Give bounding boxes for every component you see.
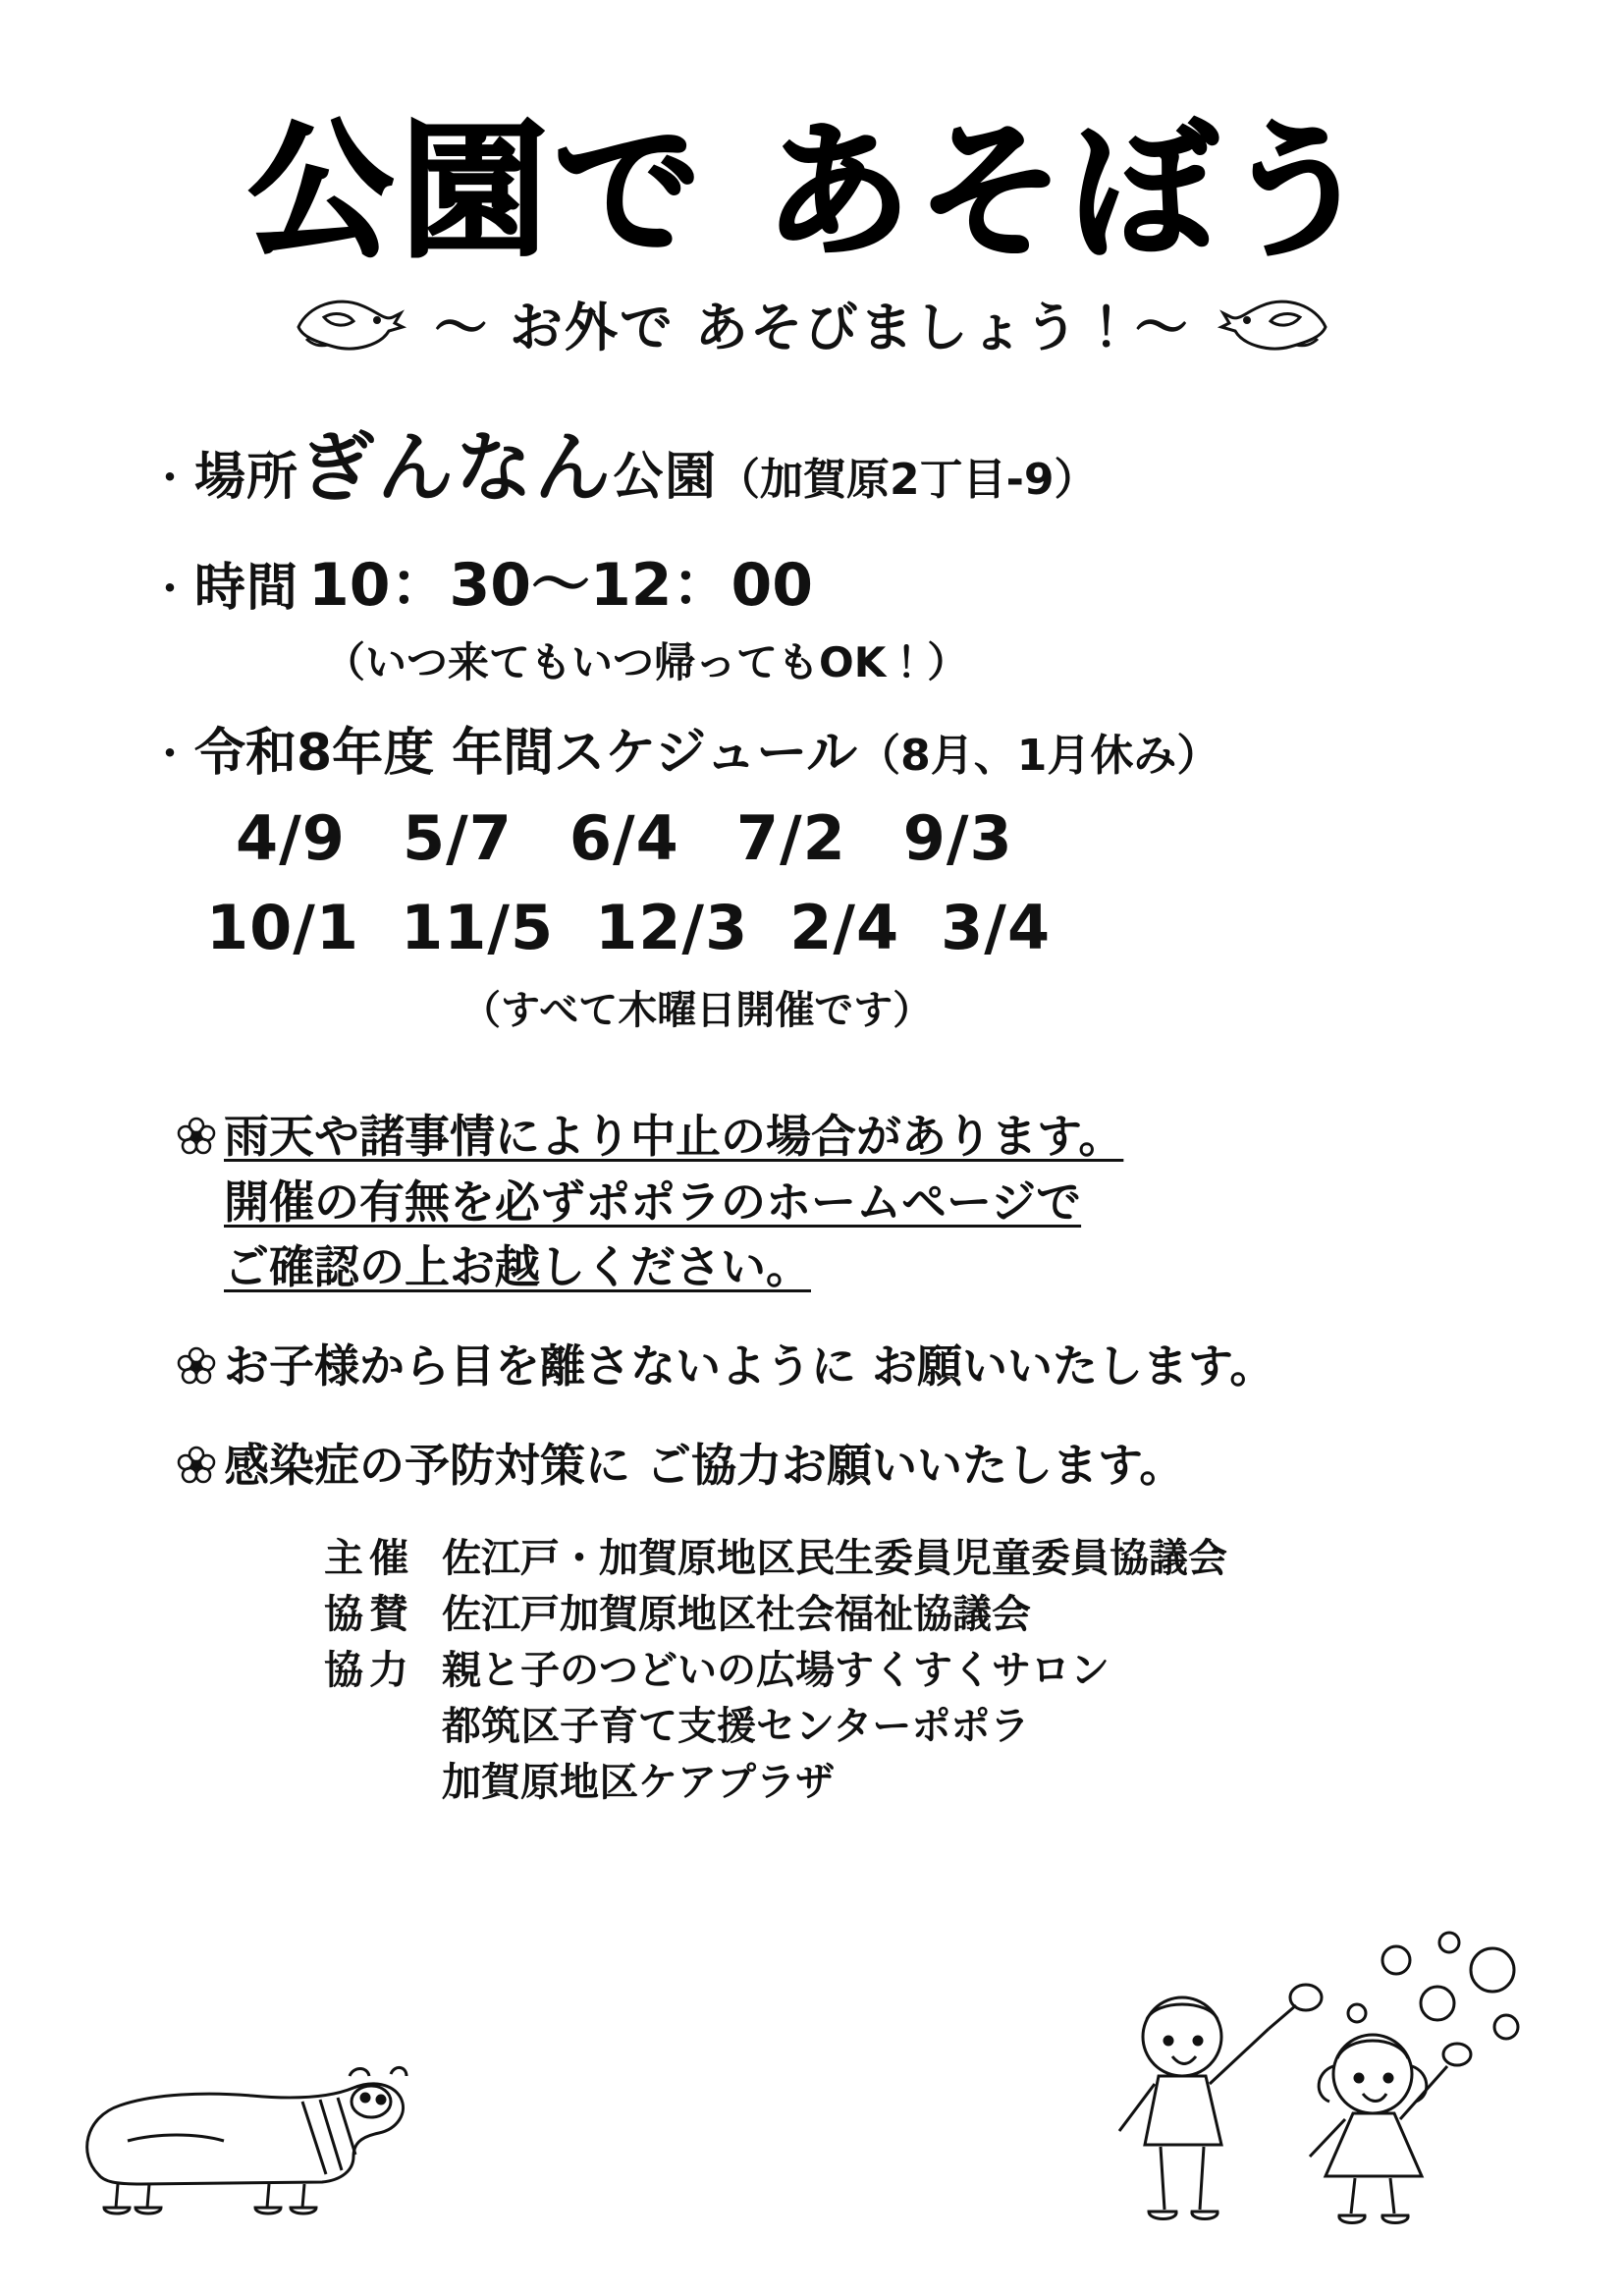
flower-icon [177,1437,216,1503]
bullet-schedule: ・ [147,728,192,781]
place-line [147,407,1536,517]
schedule-dates-row-1 [236,802,1536,874]
schedule-date: 5/7 [402,802,513,874]
schedule-label: 令和8年度 年間スケジュール [194,724,858,783]
place-label: 場所 [194,448,299,507]
schedule-exception: （8月、1月休み） [857,731,1220,781]
credit-name: 佐江戸加賀原地区社会福祉協議会 [442,1592,1031,1638]
credit-row [324,1587,1624,1643]
schedule-date: 10/1 [206,892,360,963]
credit-row [324,1531,1624,1587]
place-name-rest: 公園 [613,448,718,507]
schedule-note: （すべて木曜日開催です） [461,988,933,1033]
page-title: 公園で あそぼう [246,107,1378,278]
schedule-date: 12/3 [595,892,749,963]
caution-text [224,1334,1274,1399]
bullet-place: ・ [147,452,192,505]
schedule-date: 2/4 [789,892,900,963]
credit-role: 主催 [324,1536,414,1582]
children-illustration [1104,1919,1555,2237]
title-block [0,107,1624,361]
caution-item [177,1433,1545,1499]
schedule-date: 11/5 [401,892,555,963]
details-block [0,407,1624,1035]
schedule-date: 7/2 [735,802,846,874]
flower-icon [177,1108,216,1174]
page-subtitle: 〜 お外で あそびましょう！〜 [434,297,1190,358]
caution-line: お子様から目を離さないように お願いいたします。 [224,1339,1275,1394]
schedule-dates-row-2 [206,892,1536,963]
place-name-emphasis: ぎんなん [298,424,614,513]
time-note: （いつ来てもいつ帰ってもOK！） [324,638,969,686]
caution-line: ご確認の上お越しください。 [224,1240,811,1294]
credit-role: 協賛 [324,1592,414,1638]
bullet-time: ・ [147,563,192,616]
credit-name: 佐江戸・加賀原地区民生委員児童委員協議会 [442,1536,1227,1582]
time-value: 10：30〜12：00 [308,551,813,620]
credit-name: 加賀原地区ケアプラザ [442,1759,835,1805]
subtitle-row [0,286,1624,361]
caution-item [177,1334,1545,1399]
flower-icon [177,1338,216,1403]
credit-role: 協力 [324,1648,414,1694]
hippo-illustration [59,2007,471,2227]
credit-row [324,1643,1624,1699]
time-label: 時間 [194,559,299,618]
caution-text [224,1104,1123,1300]
schedule-date: 9/3 [902,802,1013,874]
place-address: （加賀原2丁目-9） [717,455,1098,505]
credit-name: 親と子のつどいの広場すくすくサロン [442,1648,1110,1694]
schedule-date: 3/4 [941,892,1052,963]
credits-block [0,1531,1624,1810]
caution-line: 雨天や諸事情により中止の場合があります。 [224,1110,1124,1163]
bird-icon-left [291,288,408,360]
time-line [147,538,1536,623]
caution-item [177,1104,1545,1300]
schedule-date: 6/4 [568,802,679,874]
caution-line: 感染症の予防対策に ご協力お願いいたします。 [224,1438,1185,1492]
credit-name: 都筑区子育て支援センターポポラ [442,1703,1030,1749]
caution-line: 開催の有無を必ずポポラのホームページで [224,1175,1082,1229]
schedule-line [147,711,1536,785]
bird-icon-right [1216,288,1333,360]
caution-text [224,1433,1184,1499]
cautions-block [0,1104,1624,1498]
schedule-date: 4/9 [236,802,346,874]
